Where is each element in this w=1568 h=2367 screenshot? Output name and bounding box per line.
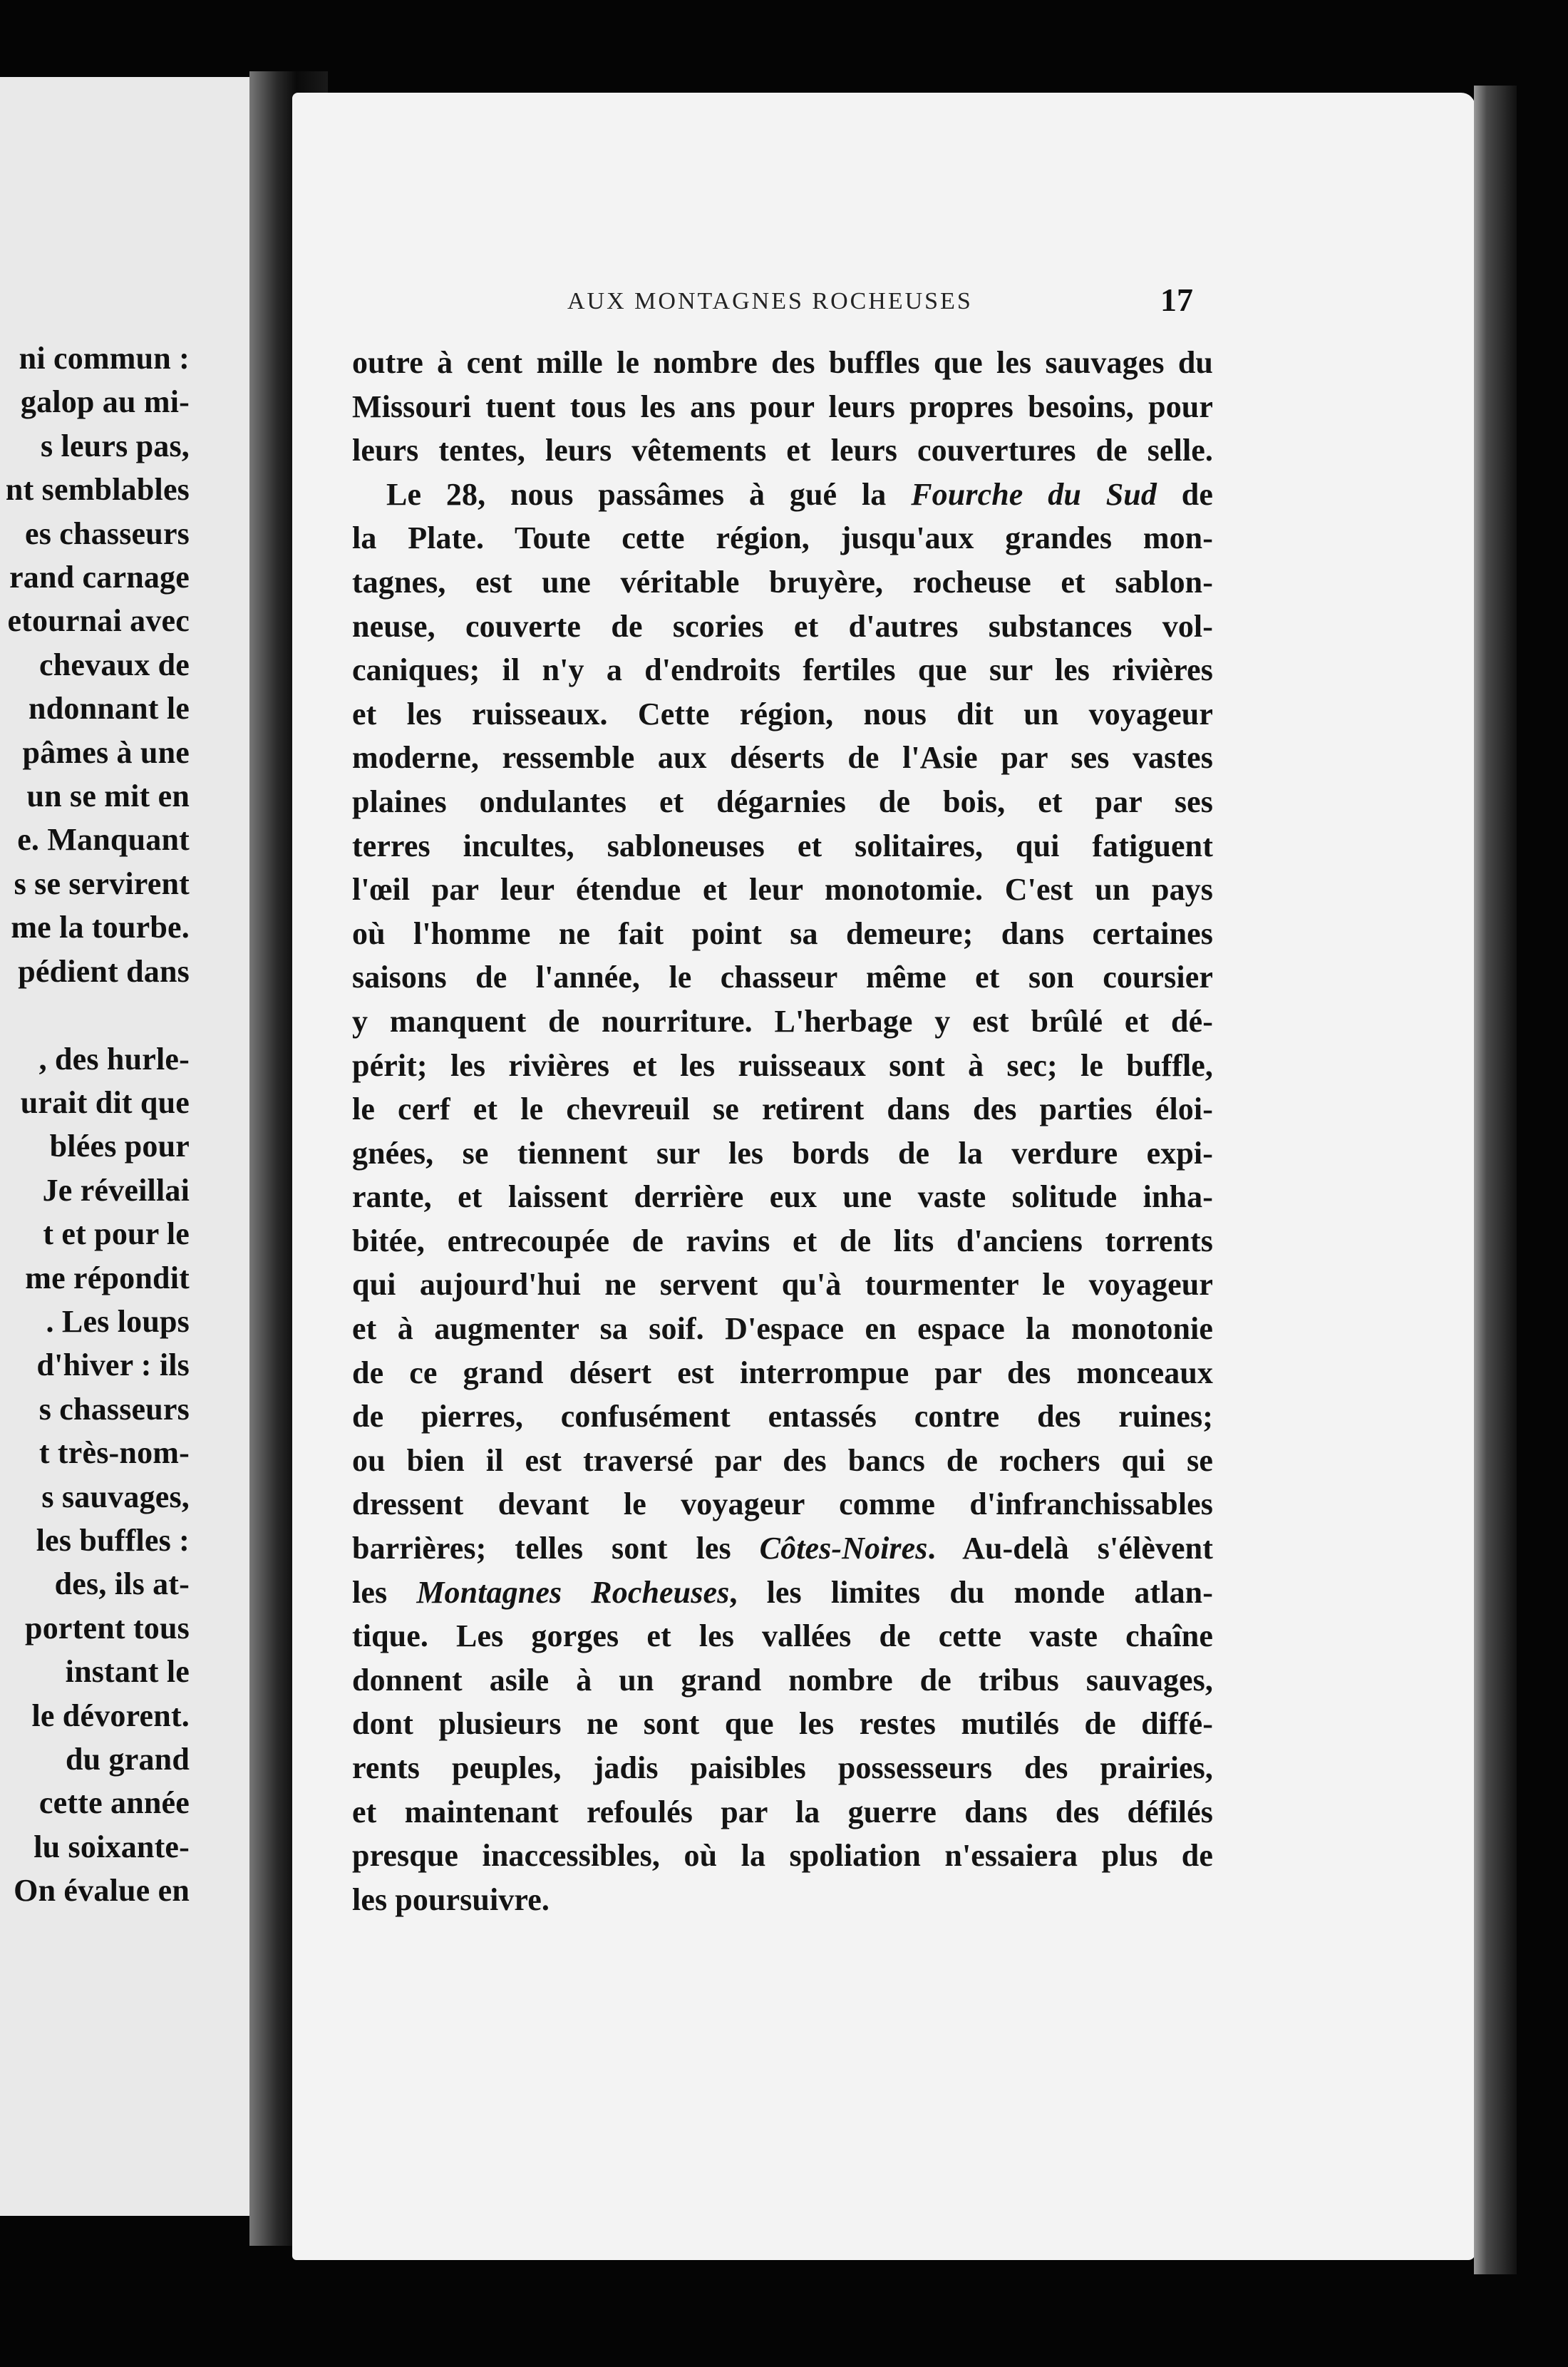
text-line: de pierres, confusément entassés contre des ruines;: [352, 1399, 1213, 1434]
left-text-line: des, ils at-: [54, 1566, 190, 1602]
left-text-line: , des hurle-: [38, 1041, 190, 1077]
left-text-line: instant le: [65, 1654, 190, 1690]
text-line: ou bien il est traversé par des bancs de rochers qui se: [352, 1442, 1213, 1478]
text-line: dont plusieurs ne sont que les restes mutilés de diffé-: [352, 1706, 1213, 1742]
left-text-line: s se servirent: [14, 866, 190, 901]
left-text-line: On évalue en: [14, 1873, 190, 1909]
text-line: caniques; il n'y a d'endroits fertiles que sur les rivières: [352, 652, 1213, 688]
left-text-line: blées pour: [49, 1129, 190, 1164]
text-line: périt; les rivières et les ruisseaux sont à sec; le buffle,: [352, 1047, 1213, 1083]
text-line: moderne, ressemble aux déserts de l'Asie par ses vastes: [352, 740, 1213, 776]
text-line: gnées, se tiennent sur les bords de la verdure expi-: [352, 1135, 1213, 1171]
italic-phrase: Côtes-Noires: [759, 1531, 928, 1566]
text-line: saisons de l'année, le chasseur même et son coursier: [352, 960, 1213, 995]
text-line: le cerf et le chevreuil se retirent dans des parties éloi-: [352, 1092, 1213, 1127]
text-line: où l'homme ne fait point sa demeure; dans certaines: [352, 915, 1213, 951]
text-line: tagnes, est une véritable bruyère, rocheuse et sablon-: [352, 564, 1213, 600]
text-line: plaines ondulantes et dégarnies de bois, et par ses: [352, 784, 1213, 819]
text-line: Missouri tuent tous les ans pour leurs propres besoins, pour: [352, 389, 1213, 424]
text-line: les poursuivre.: [352, 1881, 550, 1917]
left-text-line: le dévorent.: [31, 1698, 190, 1733]
left-text-line: me la tourbe.: [11, 910, 190, 945]
left-text-line: s sauvages,: [41, 1479, 190, 1514]
text-line: rents peuples, jadis paisibles possesseurs des prairies,: [352, 1750, 1213, 1785]
page-number: 17: [1160, 282, 1193, 318]
text-line: y manquent de nourriture. L'herbage y est brûlé et dé-: [352, 1003, 1213, 1039]
left-text-line: t et pour le: [43, 1216, 190, 1252]
text-line: de ce grand désert est interrompue par des monceaux: [352, 1355, 1213, 1390]
left-text-line: nt semblables: [5, 472, 190, 508]
text-line: et les ruisseaux. Cette région, nous dit un voyageur: [352, 696, 1213, 731]
left-text-line: chevaux de: [39, 647, 190, 682]
text-line: presque inaccessibles, où la spoliation n'essaiera plus de: [352, 1838, 1213, 1874]
left-text-line: d'hiver : ils: [36, 1347, 190, 1383]
text-line: la Plate. Toute cette région, jusqu'aux grandes mon-: [352, 520, 1213, 556]
left-text-line: [0, 993, 190, 1037]
text-line: terres incultes, sabloneuses et solitaires, qui fatiguent: [352, 828, 1213, 863]
left-text-line: me répondit: [25, 1260, 190, 1295]
left-text-line: pâmes à une: [22, 734, 190, 770]
page-edge: [1474, 86, 1517, 2274]
text-line: bitée, entrecoupée de ravins et de lits d'anciens torrents: [352, 1223, 1213, 1258]
left-text-line: urait dit que: [20, 1084, 190, 1120]
left-text-line: galop au mi-: [20, 384, 190, 420]
left-page-fragment: [0, 77, 249, 2216]
left-text-line: portent tous: [25, 1610, 190, 1645]
left-text-line: cette année: [38, 1785, 190, 1821]
left-text-line: . Les loups: [46, 1303, 190, 1339]
text-line: neuse, couverte de scories et d'autres substances vol-: [352, 608, 1213, 644]
text-line: et à augmenter sa soif. D'espace en espace la monotonie: [352, 1311, 1213, 1347]
left-text-line: t très-nom-: [38, 1435, 190, 1471]
left-text-line: s chasseurs: [38, 1391, 190, 1427]
running-head: AUX MONTAGNES ROCHEUSES: [567, 288, 973, 314]
text-line: les Montagnes Rocheuses, les limites du monde atlan-: [352, 1574, 1214, 1610]
text-line: Le 28, nous passâmes à gué la Fourche du Sud de: [386, 476, 1213, 512]
page-body: [352, 341, 1213, 1921]
text-line: barrières; telles sont les Côtes-Noires. Au-delà s'élèvent: [352, 1531, 1213, 1566]
left-text-line: pédient dans: [18, 953, 190, 989]
left-text-line: rand carnage: [9, 560, 190, 595]
text-line: et maintenant refoulés par la guerre dans des défilés: [352, 1794, 1213, 1829]
left-page-text: [0, 337, 190, 1913]
left-text-line: e. Manquant: [17, 822, 190, 858]
left-text-line: ni commun :: [19, 341, 190, 376]
text-line: donnent asile à un grand nombre de tribus sauvages,: [352, 1662, 1213, 1698]
italic-phrase: Fourche du Sud: [911, 476, 1157, 512]
left-text-line: lu soixante-: [33, 1829, 190, 1864]
text-line: outre à cent mille le nombre des buffles que les sauvages du: [352, 345, 1213, 380]
left-text-line: les buffles :: [36, 1522, 190, 1558]
text-line: dressent devant le voyageur comme d'infranchissables: [352, 1487, 1213, 1522]
text-line: qui aujourd'hui ne servent qu'à tourmenter le voyageur: [352, 1267, 1213, 1303]
left-text-line: etournai avec: [7, 603, 190, 639]
left-text-line: du grand: [65, 1742, 190, 1777]
text-line: leurs tentes, leurs vêtements et leurs couvertures de selle.: [352, 433, 1213, 468]
left-text-line: Je réveillai: [42, 1172, 190, 1208]
left-text-line: es chasseurs: [25, 515, 190, 551]
text-line: tique. Les gorges et les vallées de cette vaste chaîne: [352, 1618, 1213, 1654]
left-text-line: s leurs pas,: [41, 428, 190, 463]
text-line: l'œil par leur étendue et leur monotomie. C'est un pays: [352, 872, 1213, 908]
italic-phrase: Montagnes Rocheuses: [416, 1574, 730, 1610]
left-text-line: ndonnant le: [29, 691, 190, 726]
left-text-line: un se mit en: [26, 779, 190, 814]
text-line: rante, et laissent derrière eux une vaste solitude inha-: [352, 1179, 1213, 1215]
